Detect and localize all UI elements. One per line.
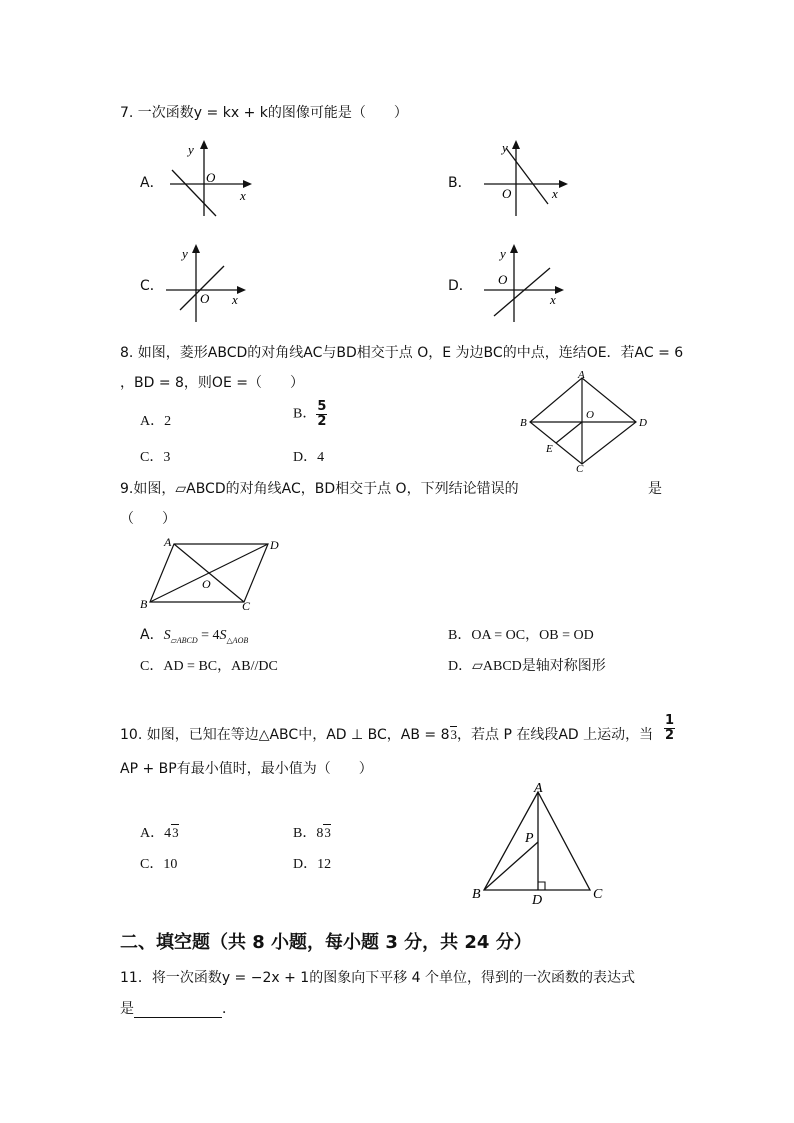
q9-label-d: D	[270, 538, 279, 552]
q8-label-c: C	[576, 463, 584, 474]
q10-option-a-text: A．4	[140, 826, 172, 841]
q10-stem-line1	[120, 724, 653, 744]
q10-option-b[interactable]	[293, 822, 331, 842]
q10-label-d: D	[532, 893, 543, 908]
q7b-origin-label: O	[502, 186, 512, 201]
q11-stem-line2	[120, 998, 236, 1018]
q7d-origin-label: O	[498, 272, 508, 287]
q10-line1-b: ，若点 P 在线段AD 上运动，当	[457, 727, 654, 743]
q10-option-d[interactable]: D．12	[293, 857, 332, 872]
q9-label-o: O	[202, 577, 211, 591]
q9-option-b[interactable]: B．OA = OC，OB = OD	[448, 628, 594, 643]
q9-label-b: B	[140, 597, 148, 611]
q10-label-b: B	[472, 887, 481, 902]
q11-answer-blank[interactable]	[134, 1003, 222, 1018]
q9-stem-line1: 9.如图，▱ABCD的对角线AC，BD相交于点 O，下列结论错误的	[120, 481, 519, 497]
q10-stem-line2: AP + BP有最小值时，最小值为（ ）	[120, 761, 373, 777]
q9-a-sub1: ▱ABCD	[170, 635, 198, 645]
q8-label-b: B	[520, 417, 527, 429]
q8-label-e: E	[546, 443, 553, 455]
q8-rhombus-figure	[512, 368, 662, 474]
q9-option-a-label: A．	[140, 627, 164, 643]
q8-option-b-fraction	[316, 400, 327, 429]
q7-option-c-graph	[160, 240, 260, 324]
q9-option-a[interactable]	[140, 624, 248, 645]
q7b-x-label: x	[552, 186, 558, 201]
q9-label-c: C	[242, 599, 251, 613]
q10-option-c[interactable]: C．10	[140, 857, 178, 872]
q7-option-d-label[interactable]: D．	[448, 278, 473, 294]
q8-label-d: D	[639, 417, 647, 429]
q9-a-sub2: △AOB	[226, 635, 249, 645]
q10-label-p: P	[525, 831, 534, 846]
q9-a-s1: S	[163, 628, 171, 643]
q7-option-a-label[interactable]: A．	[140, 175, 164, 191]
q7-option-c-label[interactable]: C．	[140, 278, 164, 294]
q7d-x-label: x	[550, 292, 556, 307]
q7c-x-label: x	[232, 292, 238, 307]
q8-option-a[interactable]: A．2	[140, 414, 172, 429]
q8-frac-num: 5	[317, 399, 327, 414]
q9-option-d[interactable]: D．▱ABCD是轴对称图形	[448, 659, 606, 674]
q7-option-d-graph	[478, 240, 578, 324]
q8-label-a: A	[578, 369, 585, 381]
q10-label-a: A	[534, 781, 543, 796]
q10-line1-radicand: 3	[450, 727, 457, 742]
q7d-y-label: y	[500, 246, 506, 261]
q8-label-o: O	[586, 409, 594, 421]
q9-stem-line2: （ ）	[120, 511, 176, 527]
q10-option-a-radicand: 3	[172, 825, 179, 840]
q7-option-b-label[interactable]: B．	[448, 175, 472, 191]
q7a-y-label: y	[188, 142, 194, 157]
q8-frac-den: 2	[317, 414, 327, 429]
q9-stem-line1-end: 是	[648, 481, 662, 497]
q9-label-a: A	[164, 535, 172, 549]
q8-option-b[interactable]	[293, 400, 327, 429]
q11-stem-line1: 11．将一次函数y = −2x + 1的图象向下平移 4 个单位，得到的一次函数的表达式	[120, 970, 635, 986]
q7-stem: 7. 一次函数y = kx + k的图像可能是（ ）	[120, 105, 408, 121]
q7c-origin-label: O	[200, 291, 210, 306]
q10-triangle-figure	[468, 778, 618, 908]
q10-frac-num: 1	[665, 713, 675, 728]
q10-fraction	[664, 714, 675, 743]
q7c-y-label: y	[182, 246, 188, 261]
q11-line2-prefix: 是	[120, 1001, 134, 1017]
q10-frac-den: 2	[665, 728, 675, 743]
q9-a-mid: = 4	[197, 628, 220, 643]
q10-line1-a: 10. 如图，已知在等边△ABC中，AD ⊥ BC，AB = 8	[120, 727, 450, 743]
q10-option-b-radicand: 3	[324, 825, 331, 840]
q11-line2-suffix: ．	[222, 1001, 236, 1017]
q10-label-c: C	[593, 887, 603, 902]
q8-option-b-label: B．	[293, 406, 317, 422]
section2-title: 二、填空题（共 8 小题，每小题 3 分，共 24 分）	[120, 932, 532, 953]
q9-parallelogram-figure	[136, 532, 296, 616]
q9-a-s2: S	[219, 628, 227, 643]
q8-option-c[interactable]: C．3	[140, 450, 171, 465]
q8-stem-line2: ，BD = 8，则OE =（ ）	[120, 375, 304, 391]
q7a-x-label: x	[240, 188, 246, 203]
q7b-y-label: y	[502, 140, 508, 155]
q10-option-b-text: B．8	[293, 826, 324, 841]
q7a-origin-label: O	[206, 170, 216, 185]
q7-option-a-graph	[160, 138, 260, 218]
q8-option-d[interactable]: D．4	[293, 450, 325, 465]
q10-option-a[interactable]	[140, 822, 179, 842]
q8-stem-line1: 8. 如图，菱形ABCD的对角线AC与BD相交于点 O，E 为边BC的中点，连结OE．若AC = 6	[120, 345, 684, 361]
q9-option-c[interactable]: C．AD = BC，AB//DC	[140, 659, 278, 674]
q7-option-b-graph	[478, 138, 578, 218]
